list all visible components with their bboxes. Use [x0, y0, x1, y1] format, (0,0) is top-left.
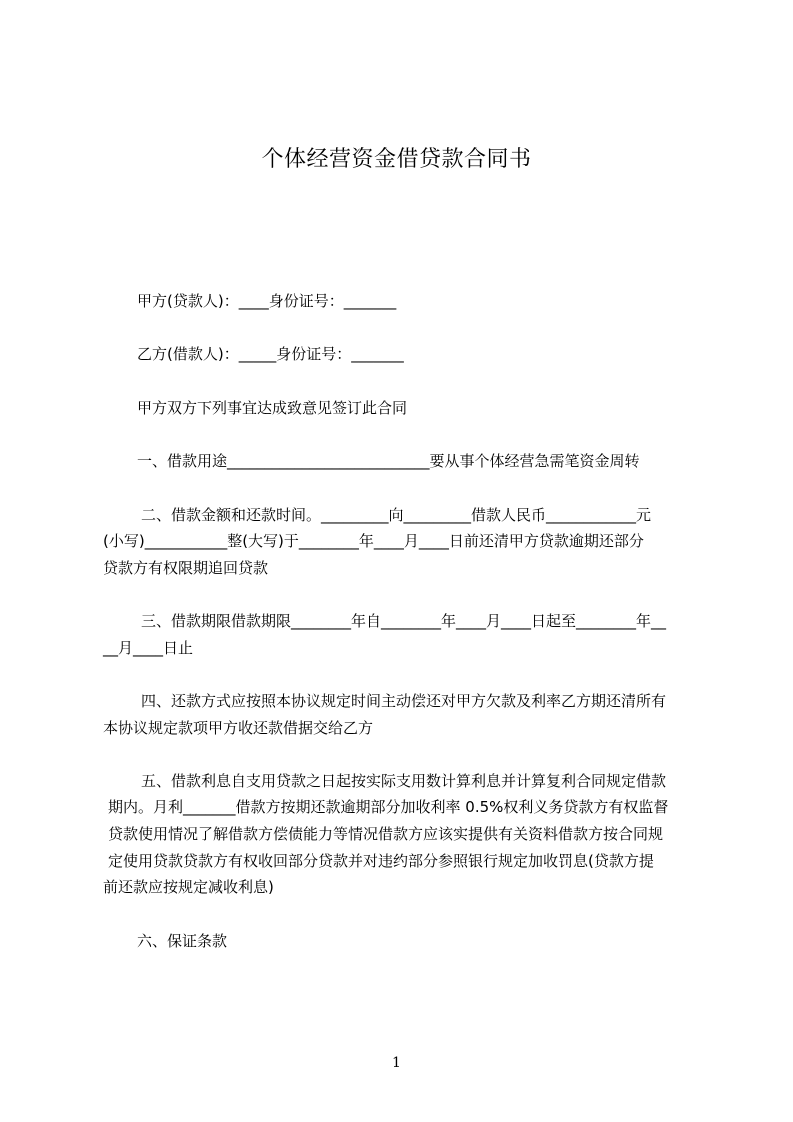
- clause-4-line-1: 四、还款方式应按照本协议规定时间主动偿还对甲方欠款及利率乙方期还清所有: [141, 692, 667, 710]
- clause-2-line-1: 二、借款金额和还款时间。_________向_________借款人民币____________元: [141, 506, 652, 524]
- clause-2-line-3: 贷款方有权限期追回贷款: [103, 559, 269, 577]
- clause-4-line-2: 本协议规定款项甲方收还款借据交给乙方: [103, 719, 374, 737]
- clause-1-purpose: 一、借款用途___________________________要从事个体经营急需笔资金周转: [137, 452, 640, 470]
- page-number: 1: [392, 1055, 401, 1071]
- preamble-line: 甲方双方下列事宜达成致意见签订此合同: [137, 399, 408, 417]
- clause-5-line-4: 定使用贷款贷款方有权收回部分贷款并对违约部分参照银行规定加收罚息(贷款方提: [108, 852, 654, 870]
- clause-3-line-2: __月____日止: [103, 639, 194, 657]
- document-title: 个体经营资金借贷款合同书: [261, 147, 532, 172]
- party-b-line: 乙方(借款人)：_____身份证号：_______: [137, 345, 404, 363]
- clause-5-line-1: 五、借款利息自支用贷款之日起按实际支用数计算利息并计算复利合同规定借款: [141, 772, 667, 790]
- clause-2-line-2: (小写)___________整(大写)于________年____月____日前还清甲方贷款逾期还部分: [103, 532, 644, 550]
- clause-6-guarantee: 六、保证条款: [137, 932, 228, 950]
- party-a-line: 甲方(贷款人)：____身份证号：_______: [137, 292, 397, 310]
- clause-5-line-3: 贷款使用情况了解借款方偿债能力等情况借款方应该实提供有关资料借款方按合同规: [108, 825, 664, 843]
- clause-5-line-5: 前还款应按规定减收利息): [103, 878, 274, 896]
- clause-3-line-1: 三、借款期限借款期限________年自________年____月____日起至________年__: [141, 612, 667, 630]
- clause-5-line-2: 期内。月利_______借款方按期还款逾期部分加收利率 0.5%权利义务贷款方有权监督: [108, 798, 669, 816]
